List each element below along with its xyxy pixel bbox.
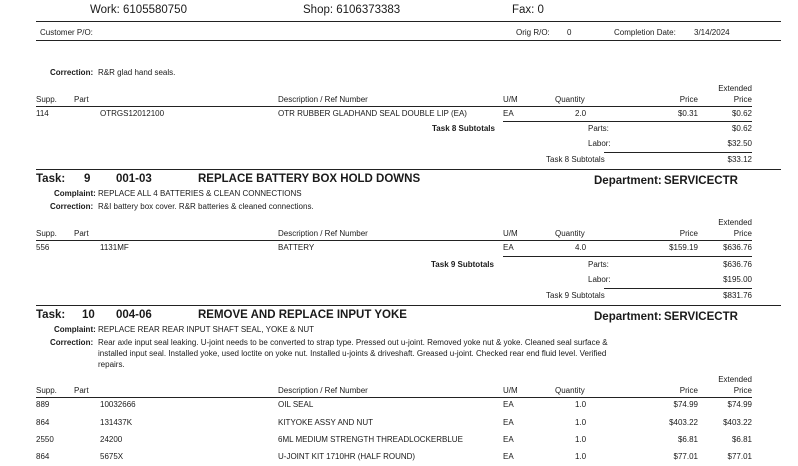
completion-date-value: 3/14/2024 xyxy=(694,28,730,37)
row-quantity: 1.0 xyxy=(575,435,587,444)
task8-total-label: Task 8 Subtotals xyxy=(546,155,605,164)
row-quantity: 4.0 xyxy=(575,243,587,252)
total-rule xyxy=(604,152,752,153)
task10-number: 10 xyxy=(82,309,95,321)
row-description: BATTERY xyxy=(278,243,315,252)
table-header-rule xyxy=(36,397,752,398)
task9-parts-total: $636.76 xyxy=(723,260,752,269)
row-um: EA xyxy=(503,418,514,427)
col-supp: Supp. xyxy=(36,386,57,395)
row-extended: $6.81 xyxy=(731,435,752,444)
row-quantity: 2.0 xyxy=(575,109,587,118)
task8-correction: R&R glad hand seals. xyxy=(98,68,176,77)
col-extended-price: Price xyxy=(733,229,752,238)
task10-title: REMOVE AND REPLACE INPUT YOKE xyxy=(198,309,407,321)
col-part: Part xyxy=(74,386,89,395)
task9-number: 9 xyxy=(84,173,91,185)
col-um: U/M xyxy=(503,229,518,238)
task9-code: 001-03 xyxy=(116,173,152,185)
department-label: Department: xyxy=(594,311,662,323)
fax-number: Fax: 0 xyxy=(512,4,544,16)
row-price: $159.19 xyxy=(669,243,698,252)
task10-complaint: REPLACE REAR REAR INPUT SHAFT SEAL, YOKE & NUT xyxy=(98,325,315,334)
row-extended: $77.01 xyxy=(727,452,752,461)
task9-total: $831.76 xyxy=(723,291,752,300)
work-phone: Work: 6105580750 xyxy=(90,4,187,16)
row-supp: 556 xyxy=(36,243,50,252)
row-price: $403.22 xyxy=(669,418,698,427)
row-um: EA xyxy=(503,452,514,461)
department-label: Department: xyxy=(594,175,662,187)
task10-correction-line-2: installed input seal. Installed yoke, used loctite on yoke nut. Installed u-joints & driveshaft. Greased u-joint. Checked rear end fluid level. Verified xyxy=(98,349,607,358)
col-supp: Supp. xyxy=(36,95,57,104)
row-description: OIL SEAL xyxy=(278,400,314,409)
row-extended: $74.99 xyxy=(727,400,752,409)
row-description: OTR RUBBER GLADHAND SEAL DOUBLE LIP (EA) xyxy=(278,109,467,118)
task8-labor-total: $32.50 xyxy=(727,139,752,148)
row-extended: $403.22 xyxy=(723,418,752,427)
col-extended-price: Price xyxy=(733,386,752,395)
task9-title: REPLACE BATTERY BOX HOLD DOWNS xyxy=(198,173,421,185)
header-divider-2 xyxy=(36,40,781,41)
row-price: $77.01 xyxy=(673,452,698,461)
row-part: 24200 xyxy=(100,435,123,444)
row-description: U-JOINT KIT 1710HR (HALF ROUND) xyxy=(278,452,416,461)
row-supp: 889 xyxy=(36,400,50,409)
customer-po-label: Customer P/O: xyxy=(40,28,93,37)
labor-label: Labor: xyxy=(588,275,611,284)
subtotal-rule xyxy=(503,121,752,122)
orig-ro-label: Orig R/O: xyxy=(516,28,550,37)
col-extended: Extended xyxy=(718,218,752,227)
task8-total: $33.12 xyxy=(727,155,752,164)
task10-correction-line-3: repairs. xyxy=(98,360,125,369)
subtotal-rule xyxy=(503,256,752,257)
complaint-label: Complaint: xyxy=(54,189,96,198)
col-price: Price xyxy=(679,386,698,395)
row-price: $74.99 xyxy=(673,400,698,409)
row-quantity: 1.0 xyxy=(575,400,587,409)
row-extended: $0.62 xyxy=(731,109,752,118)
completion-date-label: Completion Date: xyxy=(614,28,676,37)
task10-department: SERVICECTR xyxy=(664,311,738,323)
row-part: 10032666 xyxy=(100,400,136,409)
col-extended-price: Price xyxy=(733,95,752,104)
task8-parts-total: $0.62 xyxy=(731,124,752,133)
task9-subtotals-label: Task 9 Subtotals xyxy=(431,260,494,269)
table-header-rule xyxy=(36,106,752,107)
row-quantity: 1.0 xyxy=(575,452,587,461)
col-part: Part xyxy=(74,95,89,104)
row-um: EA xyxy=(503,400,514,409)
task8-subtotals-label: Task 8 Subtotals xyxy=(432,124,495,133)
task-divider xyxy=(36,305,781,306)
col-price: Price xyxy=(679,95,698,104)
task-label: Task: xyxy=(36,173,66,185)
task9-correction: R&I battery box cover. R&R batteries & cleaned connections. xyxy=(98,202,314,211)
col-quantity: Quantity xyxy=(555,229,585,238)
task9-complaint: REPLACE ALL 4 BATTERIES & CLEAN CONNECTIONS xyxy=(98,189,302,198)
correction-label: Correction: xyxy=(50,68,94,77)
col-description: Description / Ref Number xyxy=(278,386,368,395)
row-price: $0.31 xyxy=(677,109,698,118)
col-extended: Extended xyxy=(718,84,752,93)
task9-total-label: Task 9 Subtotals xyxy=(546,291,605,300)
labor-label: Labor: xyxy=(588,139,611,148)
task9-labor-total: $195.00 xyxy=(723,275,752,284)
row-description: KITYOKE ASSY AND NUT xyxy=(278,418,373,427)
row-um: EA xyxy=(503,109,514,118)
row-part: OTRGS12012100 xyxy=(100,109,165,118)
table-header-rule xyxy=(36,240,752,241)
total-rule xyxy=(604,288,752,289)
col-quantity: Quantity xyxy=(555,386,585,395)
complaint-label: Complaint: xyxy=(54,325,96,334)
row-supp: 2550 xyxy=(36,435,54,444)
row-supp: 114 xyxy=(36,109,49,118)
correction-label: Correction: xyxy=(50,338,94,347)
row-description: 6ML MEDIUM STRENGTH THREADLOCKERBLUE xyxy=(278,435,463,444)
header-divider xyxy=(36,21,781,22)
row-part: 1131MF xyxy=(100,243,129,252)
orig-ro-value: 0 xyxy=(567,28,572,37)
correction-label: Correction: xyxy=(50,202,94,211)
task-divider xyxy=(36,169,781,170)
row-um: EA xyxy=(503,243,514,252)
task10-correction-line-1: Rear axle input seal leaking. U-joint needs to be converted to strap type. Pressed out u-joint. Removed yoke nut & yoke. Cleaned seal surface & xyxy=(98,338,608,347)
col-quantity: Quantity xyxy=(555,95,585,104)
row-part: 131437K xyxy=(100,418,133,427)
row-part: 5675X xyxy=(100,452,124,461)
col-um: U/M xyxy=(503,95,518,104)
parts-label: Parts: xyxy=(588,124,609,133)
col-price: Price xyxy=(679,229,698,238)
row-price: $6.81 xyxy=(677,435,698,444)
col-part: Part xyxy=(74,229,89,238)
row-supp: 864 xyxy=(36,418,50,427)
col-supp: Supp. xyxy=(36,229,57,238)
col-description: Description / Ref Number xyxy=(278,95,368,104)
col-description: Description / Ref Number xyxy=(278,229,368,238)
row-um: EA xyxy=(503,435,514,444)
col-um: U/M xyxy=(503,386,518,395)
row-supp: 864 xyxy=(36,452,50,461)
row-quantity: 1.0 xyxy=(575,418,587,427)
task9-department: SERVICECTR xyxy=(664,175,738,187)
row-extended: $636.76 xyxy=(723,243,752,252)
shop-phone: Shop: 6106373383 xyxy=(303,4,401,16)
col-extended: Extended xyxy=(718,375,752,384)
parts-label: Parts: xyxy=(588,260,609,269)
task10-code: 004-06 xyxy=(116,309,152,321)
task-label: Task: xyxy=(36,309,66,321)
